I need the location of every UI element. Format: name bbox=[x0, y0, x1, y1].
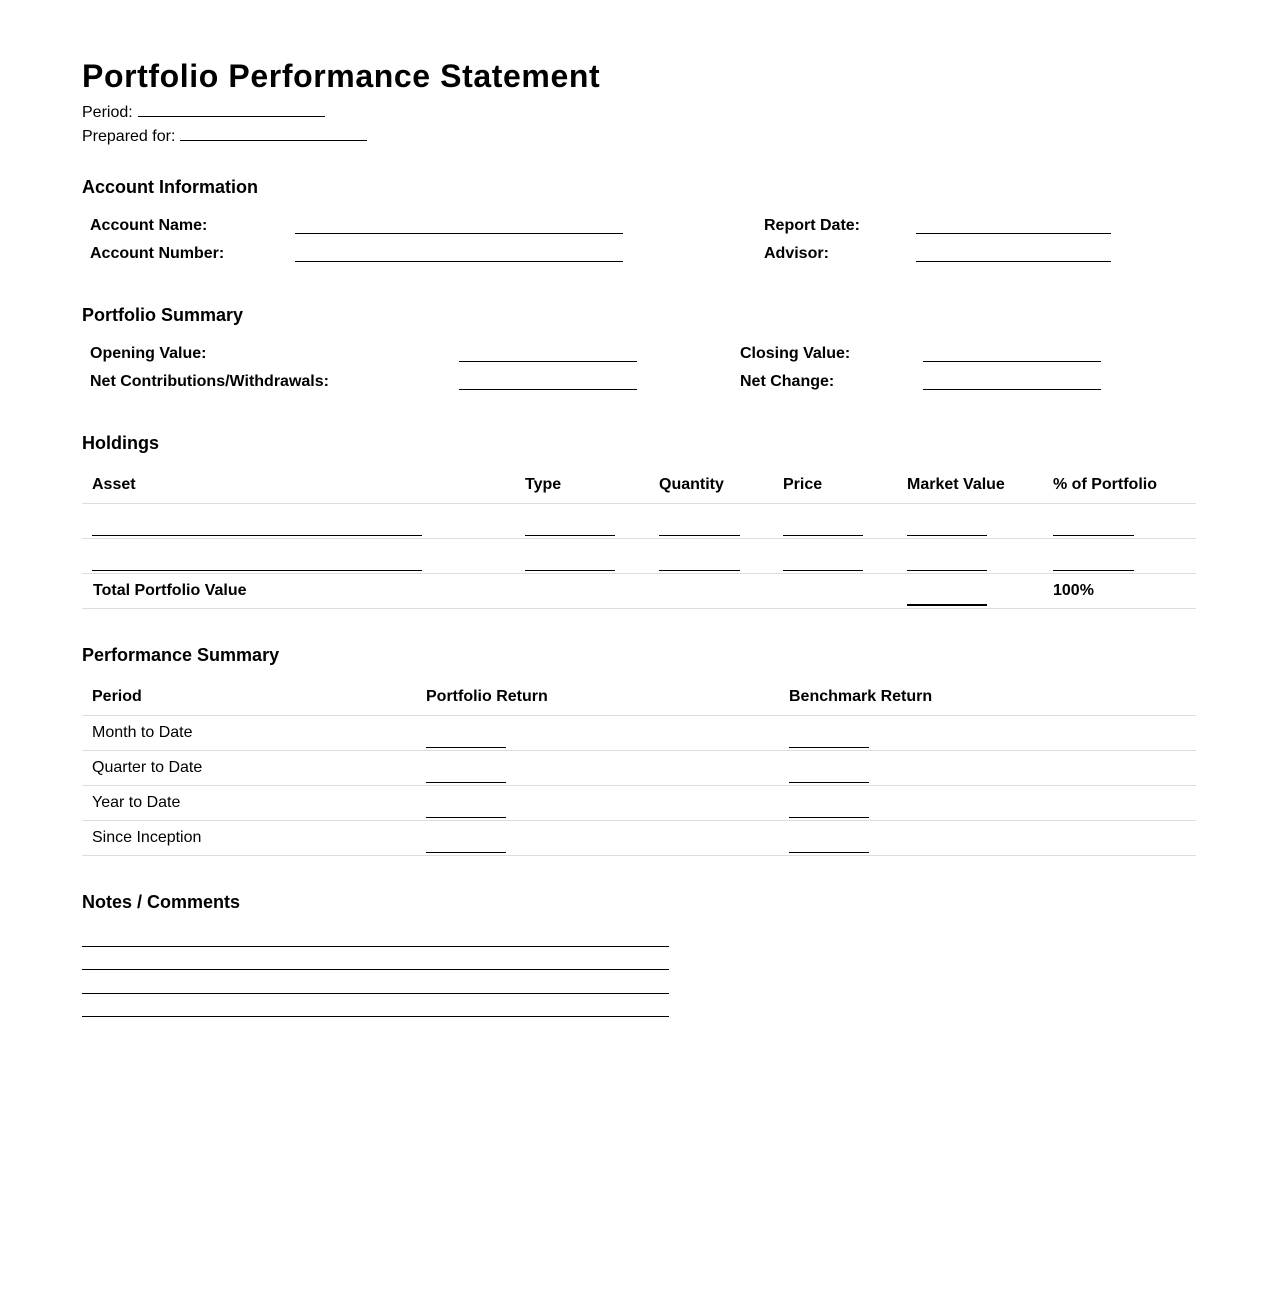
period-cell: Quarter to Date bbox=[82, 751, 416, 786]
market-value-field[interactable] bbox=[907, 525, 987, 536]
account-name-label: Account Name: bbox=[90, 217, 208, 234]
column-header-benchmark-return: Benchmark Return bbox=[779, 679, 1196, 716]
price-field[interactable] bbox=[783, 525, 863, 536]
net-contributions-label: Net Contributions/Withdrawals: bbox=[90, 373, 329, 390]
portfolio-return-field[interactable] bbox=[426, 842, 506, 853]
holdings-table bbox=[82, 467, 1196, 609]
net-change-label: Net Change: bbox=[740, 373, 835, 390]
account-name-field[interactable] bbox=[295, 233, 623, 234]
market-value-field[interactable] bbox=[907, 560, 987, 571]
performance-summary-heading: Performance Summary bbox=[82, 645, 280, 665]
report-date-label: Report Date: bbox=[764, 217, 861, 234]
benchmark-return-field[interactable] bbox=[789, 772, 869, 783]
benchmark-return-field[interactable] bbox=[789, 842, 869, 853]
advisor-field[interactable] bbox=[916, 261, 1111, 262]
benchmark-return-field[interactable] bbox=[789, 737, 869, 748]
page-title: Portfolio Performance Statement bbox=[82, 58, 601, 94]
performance-row bbox=[82, 786, 1196, 821]
benchmark-return-field[interactable] bbox=[789, 807, 869, 818]
prepared-for-field[interactable] bbox=[180, 126, 367, 141]
notes-line[interactable] bbox=[82, 946, 669, 947]
total-market-value-field[interactable] bbox=[907, 594, 987, 606]
column-header-price: Price bbox=[773, 467, 897, 504]
column-header-percent: % of Portfolio bbox=[1043, 467, 1196, 504]
portfolio-return-field[interactable] bbox=[426, 737, 506, 748]
asset-field[interactable] bbox=[92, 560, 422, 571]
portfolio-return-field[interactable] bbox=[426, 807, 506, 818]
report-date-field[interactable] bbox=[916, 233, 1111, 234]
portfolio-summary-heading: Portfolio Summary bbox=[82, 305, 244, 325]
holdings-total-row bbox=[82, 574, 1196, 609]
account-number-label: Account Number: bbox=[90, 245, 225, 262]
column-header-period: Period bbox=[82, 679, 416, 716]
account-number-field[interactable] bbox=[295, 261, 623, 262]
period-field[interactable] bbox=[138, 102, 325, 117]
performance-row bbox=[82, 821, 1196, 856]
asset-field[interactable] bbox=[92, 525, 422, 536]
closing-value-label: Closing Value: bbox=[740, 345, 851, 362]
column-header-market-value: Market Value bbox=[897, 467, 1043, 504]
portfolio-return-field[interactable] bbox=[426, 772, 506, 783]
closing-value-field[interactable] bbox=[923, 361, 1101, 362]
quantity-field[interactable] bbox=[659, 560, 740, 571]
performance-header-row bbox=[82, 679, 1196, 716]
holdings-row bbox=[82, 539, 1196, 574]
type-field[interactable] bbox=[525, 560, 615, 571]
column-header-portfolio-return: Portfolio Return bbox=[416, 679, 779, 716]
performance-row bbox=[82, 751, 1196, 786]
percent-field[interactable] bbox=[1053, 560, 1134, 571]
column-header-type: Type bbox=[515, 467, 649, 504]
total-portfolio-value-label: Total Portfolio Value bbox=[82, 574, 515, 609]
notes-heading: Notes / Comments bbox=[82, 892, 241, 912]
performance-row bbox=[82, 716, 1196, 751]
holdings-header-row bbox=[82, 467, 1196, 504]
performance-table bbox=[82, 679, 1196, 856]
period-cell: Year to Date bbox=[82, 786, 416, 821]
price-field[interactable] bbox=[783, 560, 863, 571]
net-change-field[interactable] bbox=[923, 389, 1101, 390]
period-cell: Since Inception bbox=[82, 821, 416, 856]
net-contributions-field[interactable] bbox=[459, 389, 637, 390]
holdings-row bbox=[82, 504, 1196, 539]
percent-field[interactable] bbox=[1053, 525, 1134, 536]
column-header-asset: Asset bbox=[82, 467, 515, 504]
notes-line[interactable] bbox=[82, 993, 669, 994]
advisor-label: Advisor: bbox=[764, 245, 829, 262]
total-percent: 100% bbox=[1043, 574, 1196, 609]
opening-value-field[interactable] bbox=[459, 361, 637, 362]
column-header-quantity: Quantity bbox=[649, 467, 773, 504]
prepared-for-label: Prepared for: bbox=[82, 128, 176, 145]
opening-value-label: Opening Value: bbox=[90, 345, 207, 362]
notes-line[interactable] bbox=[82, 1016, 669, 1017]
period-line bbox=[82, 102, 325, 122]
holdings-heading: Holdings bbox=[82, 433, 159, 453]
notes-line[interactable] bbox=[82, 969, 669, 970]
period-cell: Month to Date bbox=[82, 716, 416, 751]
account-information-heading: Account Information bbox=[82, 177, 258, 197]
prepared-for-line bbox=[82, 126, 367, 146]
type-field[interactable] bbox=[525, 525, 615, 536]
quantity-field[interactable] bbox=[659, 525, 740, 536]
period-label: Period: bbox=[82, 104, 133, 121]
